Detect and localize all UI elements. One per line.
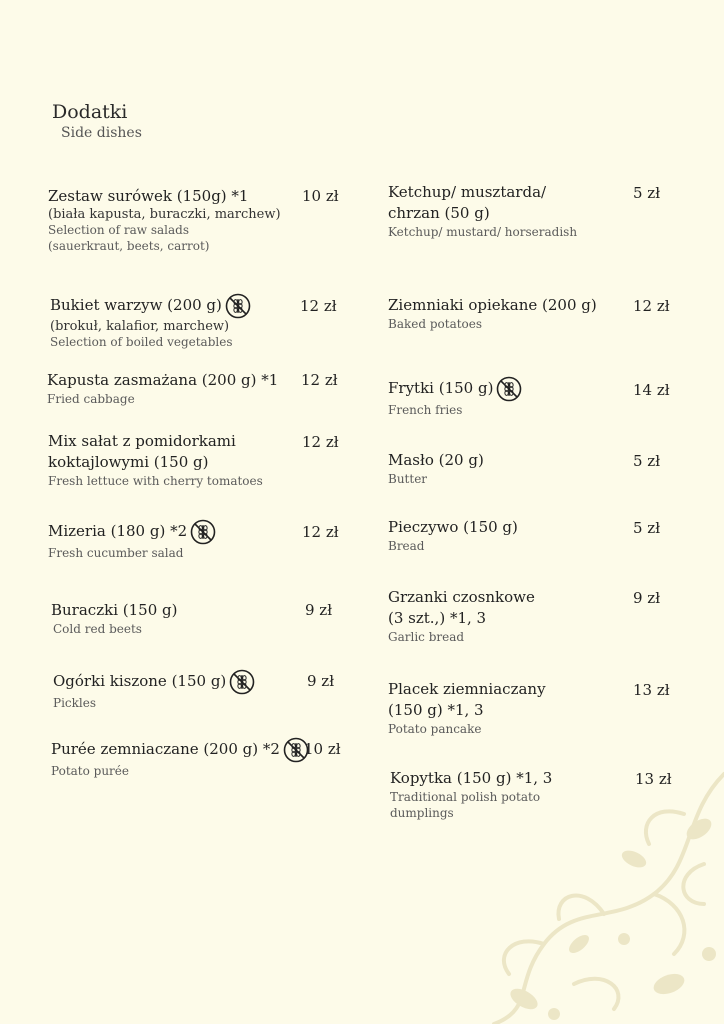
dish-description: Traditional polish potato [390,790,541,804]
list-item [53,669,255,711]
dish-description: Selection of raw salads [48,223,190,237]
list-item [388,376,522,418]
list-item [50,293,251,350]
dish-price: 9 zł [305,601,333,619]
page-subtitle: Side dishes [61,125,142,141]
list-item [48,519,216,561]
list-item [388,182,577,240]
dish-description: Pickles [53,696,97,710]
list-item [48,431,263,489]
dish-name: Pieczywo (150 g) [388,518,518,536]
dish-name: Mizeria (180 g) *2 [48,522,188,540]
dish-name: Mix sałat z pomidorkami [48,432,236,450]
gluten-free-icon [229,669,255,695]
dish-name: Placek ziemniaczany [388,680,546,698]
dish-price: 10 zł [304,740,341,758]
dish-price: 5 zł [633,184,661,202]
dish-name: Kopytka (150 g) *1, 3 [390,769,553,787]
list-item [388,679,546,737]
dish-name: Ogórki kiszone (150 g) [53,672,227,690]
dish-name: Buraczki (150 g) [51,601,178,619]
dish-name: Masło (20 g) [388,451,484,469]
dish-ingredients: (brokuł, kalafior, marchew) [50,319,230,334]
dish-description: dumplings [390,806,454,820]
dish-description: Bread [388,539,425,553]
dish-description: Selection of boiled vegetables [50,335,233,349]
dish-price: 13 zł [633,681,670,699]
dish-description: Cold red beets [53,622,142,636]
dish-description: Fresh cucumber salad [48,546,184,560]
dish-description: Garlic bread [388,630,465,644]
dish-price: 12 zł [301,371,338,389]
list-item [47,370,278,407]
dish-price: 12 zł [302,433,339,451]
floral-ornament-icon [454,754,724,1024]
dish-description: Butter [388,472,428,486]
dish-description: French fries [388,403,463,417]
dish-description: Potato pancake [388,722,482,736]
dish-description: Baked potatoes [388,317,483,331]
dish-price: 12 zł [633,297,670,315]
list-item [388,587,535,645]
dish-price: 12 zł [302,523,339,541]
dish-name: Frytki (150 g) [388,379,494,397]
list-item [388,450,484,487]
dish-description: Fried cabbage [47,392,135,406]
dish-description: (sauerkraut, beets, carrot) [48,239,210,253]
dish-price: 9 zł [307,672,335,690]
dish-name: koktajlowymi (150 g) [48,453,209,471]
dish-price: 13 zł [635,770,672,788]
dish-price: 14 zł [633,381,670,399]
dish-description: Fresh lettuce with cherry tomatoes [48,474,263,488]
dish-description: Ketchup/ mustard/ horseradish [388,225,578,239]
dish-ingredients: (biała kapusta, buraczki, marchew) [48,207,281,222]
list-item [388,517,518,554]
dish-name: (3 szt.,) *1, 3 [388,609,487,627]
dish-name: Grzanki czosnkowe [388,588,535,606]
dish-description: Potato purée [51,764,129,778]
dish-price: 5 zł [633,452,661,470]
dish-name: Kapusta zasmażana (200 g) *1 [47,371,279,389]
list-item [48,186,281,254]
list-item [388,295,597,332]
dish-name: chrzan (50 g) [388,204,490,222]
dish-name: Ziemniaki opiekane (200 g) [388,296,597,314]
dish-name: Ketchup/ musztarda/ [388,183,547,201]
dish-name: (150 g) *1, 3 [388,701,484,719]
dish-price: 12 zł [300,297,337,315]
list-item [51,737,309,779]
dish-name: Purée zemniaczane (200 g) *2 [51,740,280,758]
dish-price: 10 zł [302,187,339,205]
page-title: Dodatki [52,101,128,123]
dish-name: Bukiet warzyw (200 g) [50,296,222,314]
gluten-free-icon [496,376,522,402]
dish-price: 9 zł [633,589,661,607]
list-item [51,600,177,637]
gluten-free-icon [190,519,216,545]
gluten-free-icon [225,293,251,319]
dish-price: 5 zł [633,519,661,537]
dish-name: Zestaw surówek (150g) *1 [48,187,249,205]
